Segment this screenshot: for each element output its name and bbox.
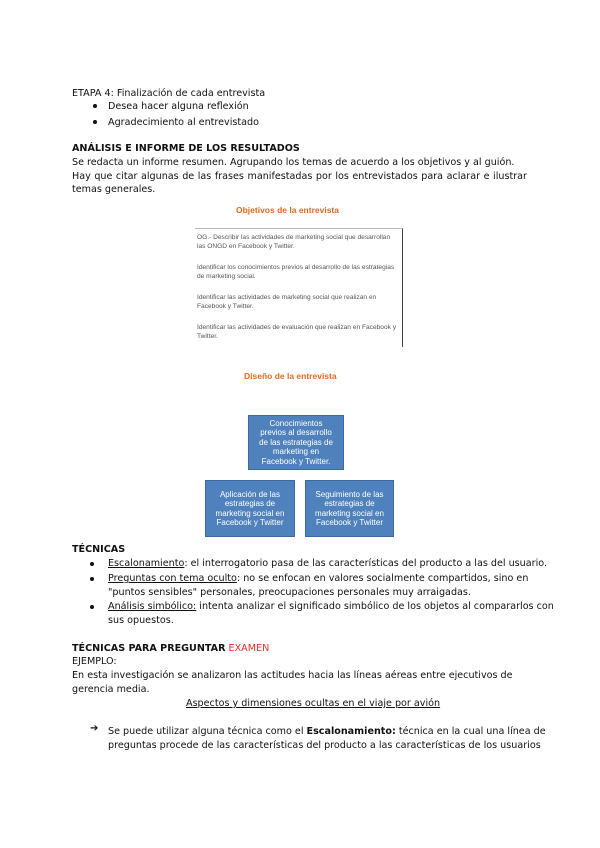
tecnica-desc: : el interrogatorio pasa de las características del producto a las del usuario. [184, 558, 547, 569]
arrow-term: Escalonamiento: [306, 726, 396, 737]
objetivo-item: Identificar los conocimientos previos al desarrollo de las estrategias de marketing social. [197, 264, 395, 280]
arrow-right-icon: ➔ [90, 723, 99, 734]
ejemplo-line-2: gerencia media. [72, 684, 150, 695]
analisis-line-2: Hay que citar algunas de las frases manifestadas por los entrevistados para aclarar e ilustrar temas generales. [72, 171, 527, 195]
tecnica-item-3 [108, 600, 554, 613]
arrow-item [108, 725, 546, 738]
tecnica-desc: : no se enfocan en valores socialmente compartidos, sino en [236, 573, 529, 584]
arrow-item-cont: preguntas procede de las características del producto a las características de los usuarios [108, 740, 541, 751]
tecnica-desc: intenta analizar el significado simbólico de los objetos al compararlos con [196, 601, 554, 612]
objetivo-item: Identificar las actividades de evaluación que realizan en Facebook y Twitter. [197, 324, 397, 340]
diagram-box-conocimientos: Conocimientos previos al desarrollo de las estrategias de marketing en Facebook y Twitter. [248, 415, 344, 470]
objetivos-box [195, 228, 403, 347]
etapa4-bullet-2: Agradecimiento al entrevistado [108, 117, 259, 128]
ejemplo-label: EJEMPLO: [72, 656, 117, 667]
etapa4-bullet-1: Desea hacer alguna reflexión [108, 101, 249, 112]
arrow-pre: Se puede utilizar alguna técnica como el [108, 726, 307, 737]
diagram-box-aplicacion: Aplicación de las estrategias de marketing social en Facebook y Twitter [205, 480, 295, 537]
tecnicas-heading: TÉCNICAS [72, 544, 126, 555]
tecnica-item-1 [108, 557, 547, 570]
tecnicas-preguntar-title: TÉCNICAS PARA PREGUNTAR [72, 643, 226, 654]
objetivo-item: OG.- Describir las actividades de marketing social que desarrollan las ONGD en Facebook y Twitter. [197, 234, 391, 250]
etapa4-heading: ETAPA 4: Finalización de cada entrevista [72, 88, 266, 99]
objetivos-title: Objetivos de la entrevista [236, 205, 339, 215]
objetivo-item: Identificar las actividades de marketing social que realizan en Facebook y Twitter. [197, 294, 377, 310]
bullet-icon [93, 120, 97, 124]
bullet-icon [93, 104, 97, 108]
tecnica-item-2 [108, 572, 528, 585]
diseno-title: Diseño de la entrevista [244, 371, 337, 381]
tecnica-item-2-cont: "puntos sensibles" personales, preocupaciones personales muy arraigadas. [108, 587, 471, 598]
tecnica-term: Escalonamiento [108, 558, 185, 569]
bullet-icon [90, 577, 94, 581]
tecnicas-preguntar-heading [72, 642, 269, 655]
analisis-heading: ANÁLISIS E INFORME DE LOS RESULTADOS [72, 143, 300, 154]
arrow-post: técnica en la cual una línea de [395, 726, 546, 737]
aspectos-subtitle: Aspectos y dimensiones ocultas en el viaje por avión [186, 698, 441, 709]
bullet-icon [90, 605, 94, 609]
analisis-line-1: Se redacta un informe resumen. Agrupando los temas de acuerdo a los objetivos y al guión. [72, 157, 515, 168]
tecnica-item-3-cont: sus opuestos. [108, 615, 174, 626]
bullet-icon [90, 562, 94, 566]
diagram-box-seguimiento: Seguimiento de las estrategias de marketing social en Facebook y Twitter [305, 480, 394, 537]
examen-tag: EXAMEN [228, 643, 270, 654]
tecnica-term: Preguntas con tema oculto [108, 573, 237, 584]
tecnica-term: Análisis simbólico: [108, 601, 197, 612]
ejemplo-line-1: En esta investigación se analizaron las actitudes hacia las líneas aéreas entre ejecutivos de [72, 670, 513, 681]
